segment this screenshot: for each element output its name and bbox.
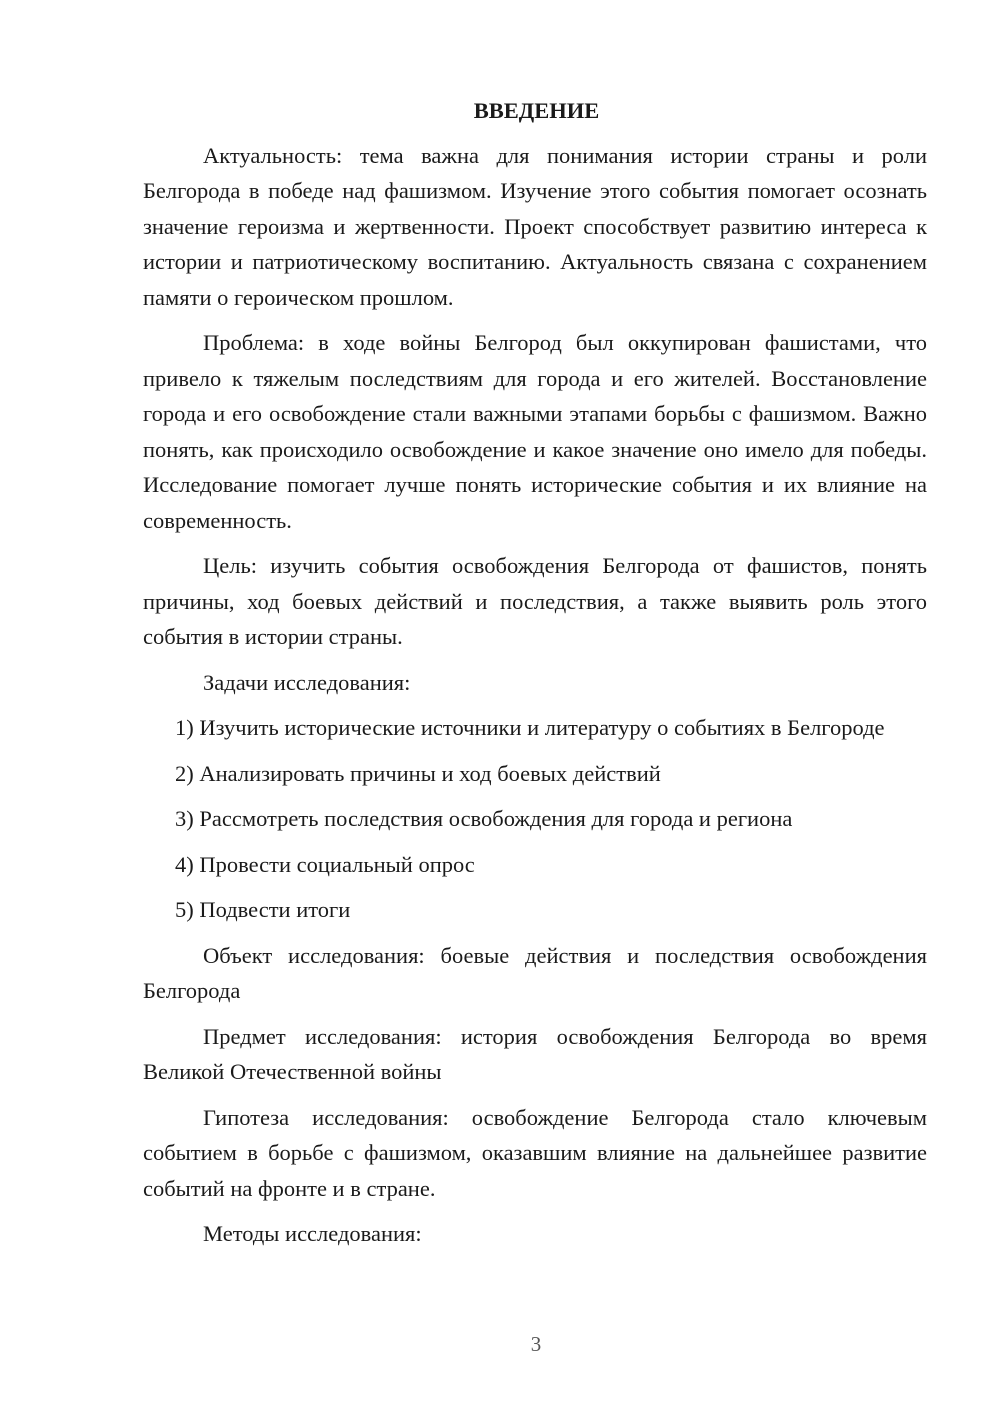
methods-heading: Методы исследования: [203, 1221, 422, 1246]
section-title: ВВЕДЕНИЕ [473, 98, 600, 123]
problem-paragraph: Проблема: в ходе войны Белгород был оккупирован фашистами, что привело к тяжелым последствиям для города и его жителей. Восстановление города и его освобождение стали важными этапами борьбы с фашизмом. Важно понять, как происходило освобождение и какое значение оно имело для победы. Исследование помогает лучше понять исторические события и их влияние на современность. [143, 330, 927, 533]
tasks-heading: Задачи исследования: [203, 669, 411, 695]
task-item: 4) Провести социальный опрос [175, 851, 475, 877]
hypothesis-paragraph: Гипотеза исследования: освобождение Белгорода стало ключевым событием в борьбе с фашизмом, оказавшим влияние на дальнейшее развитие событий на фронте и в стране. [143, 1104, 927, 1201]
subject-paragraph: Предмет исследования: история освобождения Белгорода во время Великой Отечественной войны [143, 1023, 927, 1084]
task-item: 1) Изучить исторические источники и литературу о событиях в Белгороде [175, 715, 885, 740]
task-item: 3) Рассмотреть последствия освобождения для города и региона [175, 806, 793, 831]
page-number: 3 [530, 1332, 542, 1356]
relevance-paragraph: Актуальность: тема важна для понимания истории страны и роли Белгорода в победе над фашизмом. Изучение этого события помогает осознать значение героизма и жертвенности. Проект способствует развитию интереса к истории и патриотическому воспитанию. Актуальность связана с сохранением памяти о героическом прошлом. [143, 142, 927, 310]
goal-paragraph: Цель: изучить события освобождения Белгорода от фашистов, понять причины, ход боевых действий и последствия, а также выявить роль этого события в истории страны. [143, 553, 927, 649]
task-item: 5) Подвести итоги [175, 897, 351, 922]
task-item: 2) Анализировать причины и ход боевых действий [175, 760, 661, 786]
object-paragraph: Объект исследования: боевые действия и последствия освобождения Белгорода [143, 942, 927, 1003]
page-content [143, 93, 927, 1262]
